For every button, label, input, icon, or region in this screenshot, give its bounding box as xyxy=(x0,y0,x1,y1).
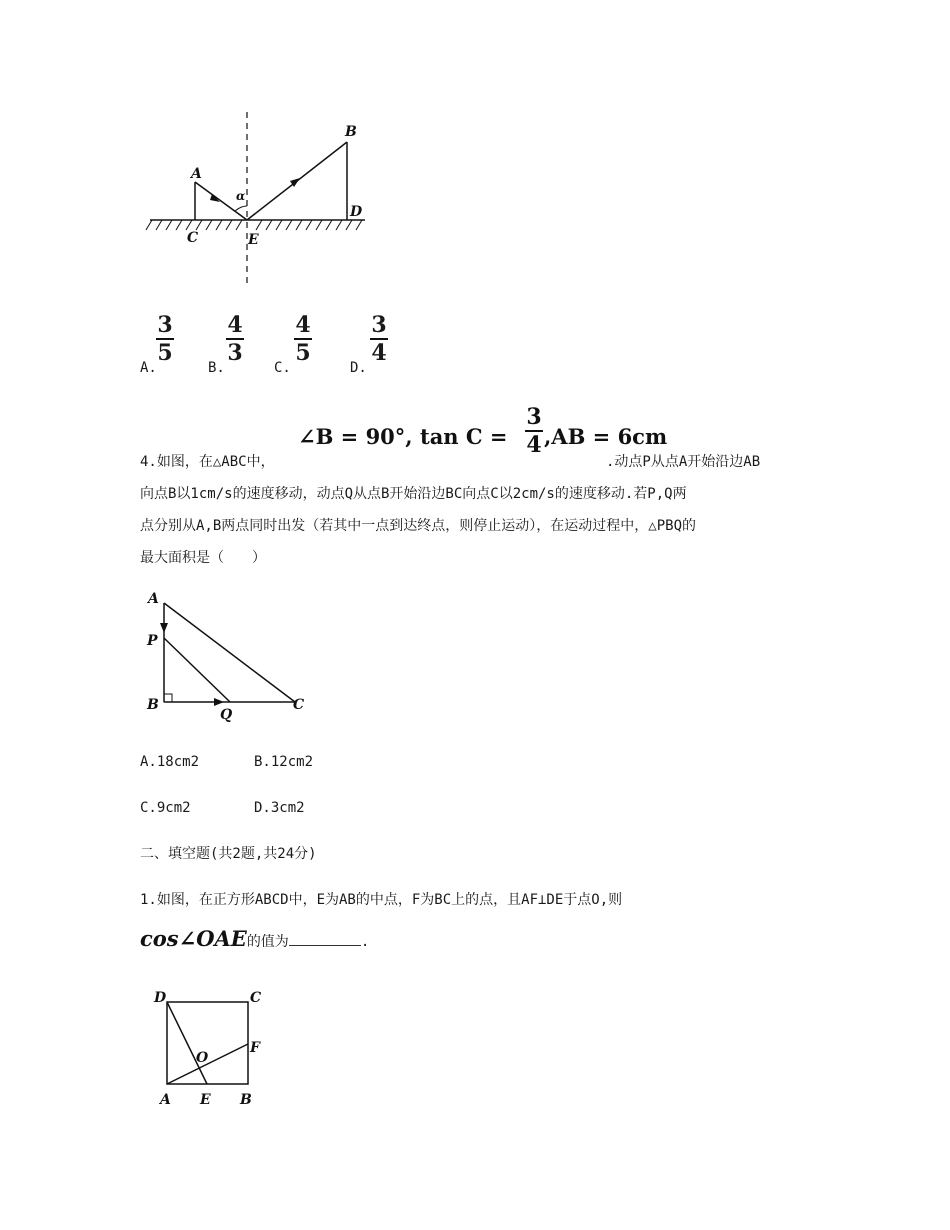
reflection-figure xyxy=(140,110,380,290)
option-c-denominator: 5 xyxy=(295,340,311,366)
option-b-numerator: 4 xyxy=(227,312,243,338)
option-a-numerator: 3 xyxy=(157,312,173,338)
label-a: A xyxy=(148,591,159,607)
label-d: D xyxy=(154,990,167,1006)
option-c-label: C. xyxy=(274,360,291,376)
right-angle-mark xyxy=(164,694,172,702)
q4-line3: 点分别从A,B两点同时出发（若其中一点到达终点，则停止运动），在运动过程中，△PBQ的 xyxy=(140,518,696,534)
label-b: B xyxy=(147,697,159,713)
option-d-label: D. xyxy=(350,360,367,376)
q4-line4: 最大面积是（ ） xyxy=(140,550,266,566)
side-ac xyxy=(164,603,295,702)
section-heading: 二、填空题(共2题,共24分) xyxy=(140,846,317,862)
label-c: C xyxy=(250,990,262,1006)
q4-line2: 向点B以1cm/s的速度移动，动点Q从点B开始沿边BC向点C以2cm/s的速度移动.若P,Q两 xyxy=(140,486,687,502)
fill1-suffix: 的值为 xyxy=(246,934,289,950)
square-abcd xyxy=(167,1002,248,1084)
arrow-right-icon xyxy=(214,698,224,706)
label-c: C xyxy=(187,230,199,246)
label-e: E xyxy=(248,232,259,248)
q4-formula-angle: ∠B = 90°, xyxy=(298,424,413,449)
option-b-label: B. xyxy=(208,360,225,376)
label-c: C xyxy=(293,697,305,713)
option-d-fraction xyxy=(370,314,388,364)
q4-option-a: A.18cm2 xyxy=(140,754,200,770)
answer-blank[interactable] xyxy=(289,931,361,946)
option-d-numerator: 3 xyxy=(371,312,387,338)
q4-option-c: C.9cm2 xyxy=(140,800,191,816)
label-f: F xyxy=(250,1040,260,1056)
label-d: D xyxy=(350,204,363,220)
ground-hatching xyxy=(146,220,362,230)
label-o: O xyxy=(196,1050,209,1066)
angle-arc xyxy=(235,206,247,211)
segment-de xyxy=(167,1002,207,1084)
q4-option-b: B.12cm2 xyxy=(254,754,314,770)
fill1-end: . xyxy=(360,934,370,950)
q4-fraction-denominator: 4 xyxy=(526,432,542,458)
q4-line1-start: 4.如图，在△ABC中， xyxy=(140,454,275,470)
label-alpha: α xyxy=(236,189,246,203)
square-figure xyxy=(140,982,280,1114)
q4-formula-tan: tan C = xyxy=(420,424,508,449)
q4-line1-end: .动点P从点A开始沿边AB xyxy=(606,454,761,470)
option-b-fraction xyxy=(226,314,244,364)
segment-pq xyxy=(164,638,230,702)
fill1-line1: 1.如图，在正方形ABCD中，E为AB的中点，F为BC上的点，且AF⊥DE于点O,则 xyxy=(140,892,623,908)
option-c-fraction xyxy=(294,314,312,364)
q4-formula-fraction xyxy=(525,406,543,456)
fill1-formula: cos∠OAE xyxy=(140,926,247,951)
option-b-denominator: 3 xyxy=(227,340,243,366)
label-p: P xyxy=(147,633,158,649)
option-a-denominator: 5 xyxy=(157,340,173,366)
label-a: A xyxy=(160,1092,171,1108)
option-c-numerator: 4 xyxy=(295,312,311,338)
label-e: E xyxy=(200,1092,211,1108)
option-a-fraction xyxy=(156,314,174,364)
option-a-label: A. xyxy=(140,360,157,376)
label-q: Q xyxy=(220,707,233,723)
arrow-down-icon xyxy=(160,623,168,633)
label-a: A xyxy=(191,166,202,182)
triangle-figure xyxy=(140,585,320,725)
incident-arrow-icon xyxy=(210,194,220,202)
option-d-denominator: 4 xyxy=(371,340,387,366)
label-b: B xyxy=(240,1092,252,1108)
fill1-line2 xyxy=(140,926,369,952)
q4-formula-ab: ,AB = 6cm xyxy=(544,424,668,449)
q4-option-d: D.3cm2 xyxy=(254,800,305,816)
label-b: B xyxy=(345,124,357,140)
q4-fraction-numerator: 3 xyxy=(526,404,542,430)
